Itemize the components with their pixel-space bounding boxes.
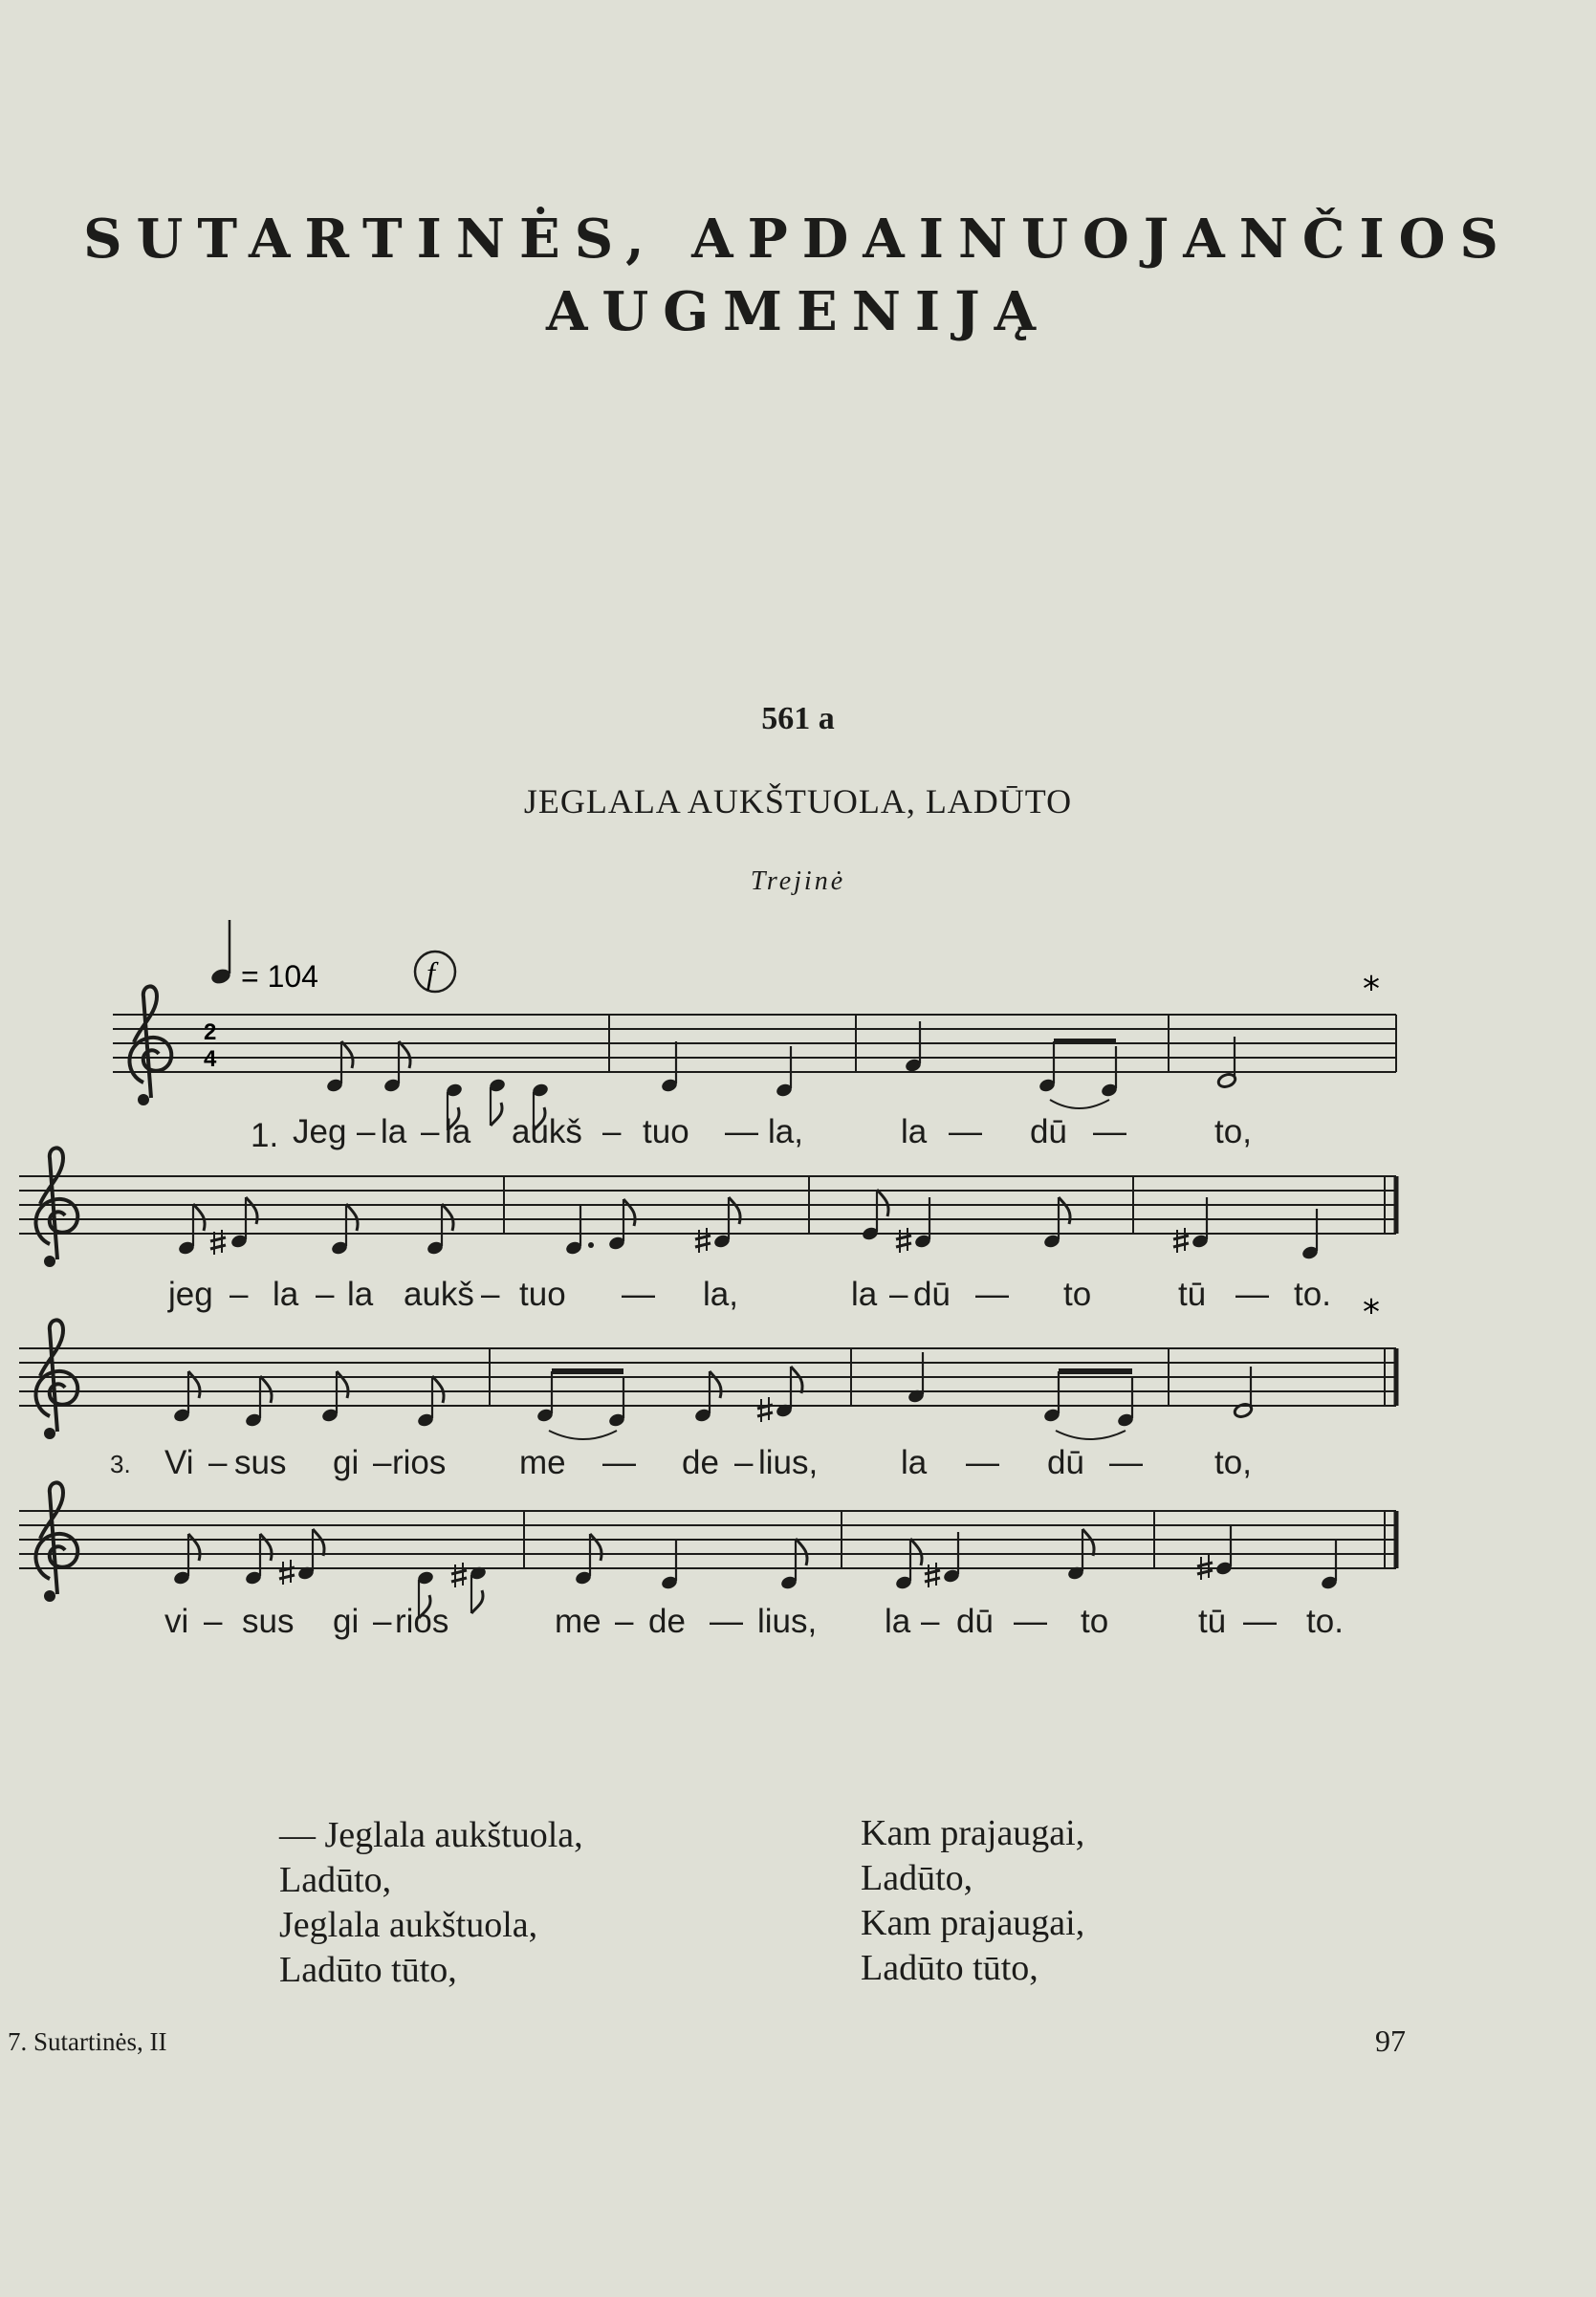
lyric-syllable: rios — [395, 1603, 449, 1640]
lyric-hyphen: – — [615, 1603, 634, 1640]
verse-line: Ladūto, — [279, 1860, 392, 1900]
lyric-syllable: la, — [768, 1113, 803, 1150]
lyric-syllable: Vi — [164, 1444, 194, 1481]
song-title: JEGLALA AUKŠTUOLA, LADŪTO — [523, 782, 1073, 820]
verse-line: Ladūto, — [861, 1858, 973, 1898]
lyric-syllable: dū — [956, 1603, 994, 1640]
staff-1 — [113, 970, 1396, 1130]
lyric-hyphen: – — [373, 1603, 392, 1640]
lyric-syllable: la, — [703, 1276, 738, 1313]
verse-number-1: 1. — [251, 1117, 279, 1154]
lyric-hyphen: — — [1243, 1603, 1277, 1640]
lyric-hyphen: – — [921, 1603, 940, 1640]
lyric-hyphen: — — [725, 1113, 758, 1150]
lyric-syllable: gi — [333, 1603, 360, 1640]
staff-4 — [19, 1482, 1396, 1618]
verse-line: Ladūto tūto, — [861, 1948, 1038, 1988]
lyric-syllable: aukš — [404, 1276, 474, 1313]
lyric-hyphen: – — [204, 1603, 223, 1640]
footer-signature: 7. Sutartinės, II — [8, 2027, 167, 2056]
lyric-syllable: aukš — [512, 1113, 582, 1150]
song-subtitle: Trejinė — [750, 866, 846, 896]
lyric-syllable: tuo — [519, 1276, 566, 1313]
asterisk-mark-2: * — [1363, 1293, 1380, 1332]
lyric-hyphen: — — [710, 1603, 743, 1640]
time-sig-bottom: 4 — [204, 1046, 217, 1072]
section-heading-line2: AUGMENIJĄ — [545, 280, 1051, 343]
lyric-syllable: jeg — [168, 1276, 213, 1313]
lyric-syllable: la — [851, 1276, 878, 1313]
lyric-hyphen: – — [421, 1113, 440, 1150]
lyric-hyphen: – — [316, 1276, 335, 1313]
lyric-syllable: sus — [242, 1603, 295, 1640]
lyric-hyphen: – — [889, 1276, 908, 1313]
lyric-syllable: to — [1081, 1603, 1109, 1640]
staff-3 — [19, 1320, 1396, 1439]
lyric-syllable: lius, — [757, 1603, 818, 1640]
verse-line: Kam prajaugai, — [861, 1903, 1085, 1943]
lyric-syllable: la — [445, 1113, 471, 1150]
lyric-syllable: dū — [913, 1276, 951, 1313]
page-number: 97 — [1375, 2024, 1406, 2058]
lyric-syllable: de — [682, 1444, 719, 1481]
lyric-syllable: sus — [234, 1444, 287, 1481]
lyric-syllable: to. — [1294, 1276, 1331, 1313]
lyric-hyphen: — — [1109, 1444, 1143, 1481]
lyric-hyphen: – — [357, 1113, 376, 1150]
lyric-hyphen: – — [481, 1276, 500, 1313]
lyric-syllable: la — [273, 1276, 299, 1313]
lyric-hyphen: — — [975, 1276, 1009, 1313]
lyric-hyphen: – — [208, 1444, 228, 1481]
lyric-syllable: la — [901, 1444, 928, 1481]
verse-right-column — [861, 1811, 1084, 1991]
lyric-syllable: me — [519, 1444, 566, 1481]
lyric-syllable: Jeg — [293, 1113, 347, 1150]
lyric-hyphen: — — [622, 1276, 655, 1313]
lyric-hyphen: — — [966, 1444, 999, 1481]
lyric-hyphen: — — [602, 1444, 636, 1481]
lyric-syllable: dū — [1030, 1113, 1067, 1150]
dynamic-marking: f — [426, 955, 435, 990]
lyric-syllable: tuo — [643, 1113, 689, 1150]
lyric-hyphen: – — [373, 1444, 392, 1481]
verse-line: Jeglala aukštuola, — [279, 1905, 538, 1945]
lyric-syllable: la — [381, 1113, 407, 1150]
time-sig-top: 2 — [204, 1019, 217, 1045]
dynamic-circle — [415, 952, 455, 992]
lyric-syllable: de — [648, 1603, 686, 1640]
lyric-hyphen: — — [1093, 1113, 1126, 1150]
verse-line: Ladūto tūto, — [279, 1950, 457, 1990]
lyric-syllable: to — [1063, 1276, 1092, 1313]
section-heading-line1: SUTARTINĖS, APDAINUOJANČIOS — [83, 208, 1513, 271]
verse-number-3: 3. — [110, 1450, 131, 1478]
tempo-value: = 104 — [241, 959, 318, 994]
lyric-hyphen: – — [734, 1444, 754, 1481]
lyric-syllable: me — [555, 1603, 601, 1640]
lyric-syllable: la — [347, 1276, 374, 1313]
lyric-syllable: dū — [1047, 1444, 1084, 1481]
lyric-syllable: tū — [1178, 1276, 1207, 1313]
tempo-note-icon — [209, 920, 232, 986]
lyric-syllable: gi — [333, 1444, 360, 1481]
lyric-hyphen: – — [602, 1113, 622, 1150]
verse-line: Kam prajaugai, — [861, 1813, 1085, 1853]
lyric-syllable: to, — [1214, 1444, 1252, 1481]
lyric-syllable: vi — [164, 1603, 189, 1640]
lyric-syllable: to, — [1214, 1113, 1252, 1150]
song-number: 561 a — [761, 701, 835, 736]
lyric-hyphen: — — [1014, 1603, 1047, 1640]
lyric-hyphen: — — [949, 1113, 982, 1150]
verse-line: — Jeglala aukštuola, — [279, 1815, 583, 1855]
lyric-syllable: tū — [1198, 1603, 1227, 1640]
lyric-syllable: rios — [392, 1444, 447, 1481]
verse-left-column — [279, 1813, 583, 1993]
asterisk-mark: * — [1363, 970, 1380, 1009]
lyric-hyphen: — — [1235, 1276, 1269, 1313]
lyric-syllable: to. — [1306, 1603, 1344, 1640]
lyric-hyphen: – — [230, 1276, 249, 1313]
lyric-syllable: lius, — [758, 1444, 819, 1481]
lyric-syllable: la — [885, 1603, 911, 1640]
lyric-syllable: la — [901, 1113, 928, 1150]
